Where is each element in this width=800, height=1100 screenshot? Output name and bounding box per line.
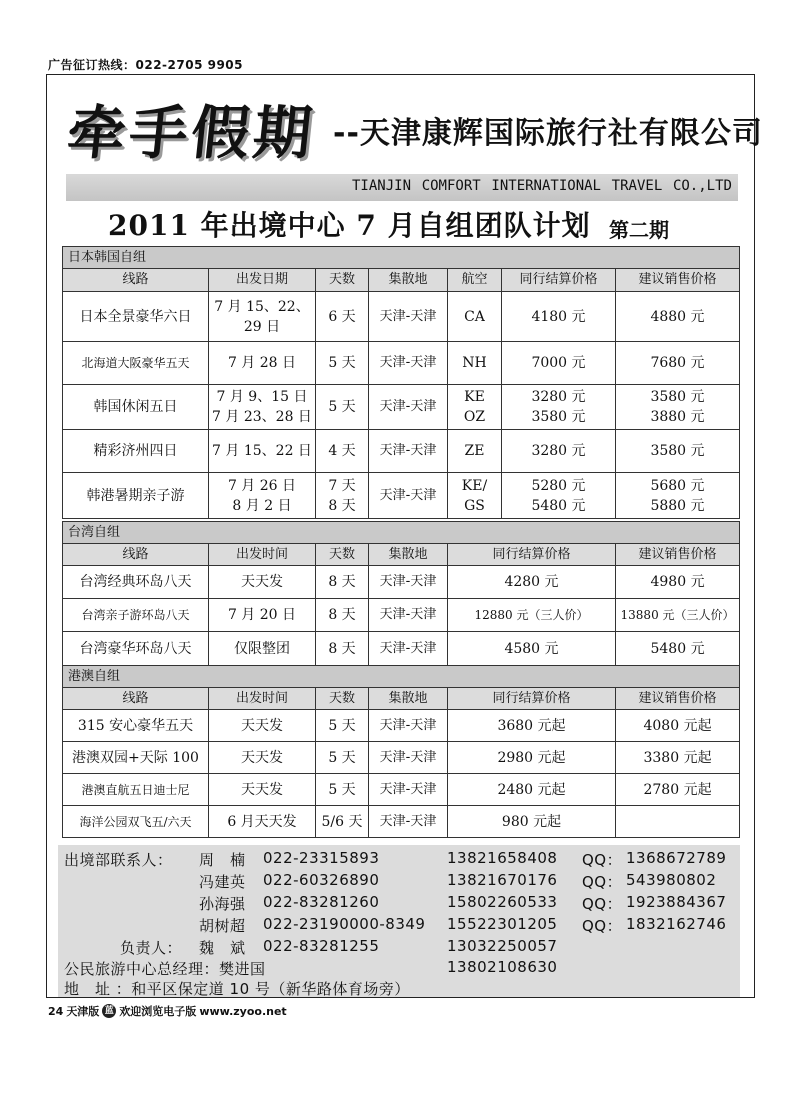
depart-time: 天天发 <box>209 774 316 806</box>
days: 5 天 <box>316 342 369 385</box>
plan-title: 2011 年出境中心 7 月自组团队计划 <box>108 209 591 242</box>
days: 6 天 <box>316 292 369 342</box>
contacts-panel <box>58 845 740 997</box>
lan-logo-icon: 蓝 <box>102 1004 116 1018</box>
manager-mobile: 13032250057 <box>447 937 558 955</box>
contact-phone: 022-23315893 <box>263 849 380 867</box>
address: 地 址 ：和平区保定道 10 号（新华路体育场旁） <box>64 980 410 998</box>
route: 海洋公园双飞五/六天 <box>63 806 209 838</box>
hub: 天津-天津 <box>369 742 448 774</box>
contact-name: 孙海强 <box>199 895 246 913</box>
route: 精彩济州四日 <box>63 430 209 473</box>
depart-time: 天天发 <box>209 742 316 774</box>
depart-time: 天天发 <box>209 566 316 599</box>
hub: 天津-天津 <box>369 292 448 342</box>
footer-text: 欢迎浏览电子版 <box>119 1005 197 1018</box>
table-row <box>63 342 740 385</box>
hk-macau-table <box>62 665 740 838</box>
contact-qq: 1368672789 <box>626 849 727 867</box>
retail-price: 7680 元 <box>616 342 740 385</box>
depart-time: 6 月天天发 <box>209 806 316 838</box>
net-price: 5280 元 5480 元 <box>502 473 616 519</box>
dates: 7 月 15、22 日 <box>209 430 316 473</box>
column-header: 线路 <box>63 544 209 566</box>
contact-mobile: 13821670176 <box>447 871 558 889</box>
hub: 天津-天津 <box>369 710 448 742</box>
column-header: 集散地 <box>369 688 448 710</box>
table-row <box>63 292 740 342</box>
column-header: 建议销售价格 <box>616 544 740 566</box>
contact-name: 冯建英 <box>199 873 246 891</box>
days: 5/6 天 <box>316 806 369 838</box>
contact-qq: 1832162746 <box>626 915 727 933</box>
table-row <box>63 774 740 806</box>
taiwan-table <box>62 521 740 666</box>
days: 4 天 <box>316 430 369 473</box>
retail-price: 4980 元 <box>616 566 740 599</box>
table-row <box>63 742 740 774</box>
column-header: 建议销售价格 <box>616 688 740 710</box>
contact-phone: 022-60326890 <box>263 871 380 889</box>
column-header: 出发时间 <box>209 688 316 710</box>
retail-price: 5680 元 5880 元 <box>616 473 740 519</box>
contact-phone: 022-83281260 <box>263 893 380 911</box>
net-price: 4280 元 <box>448 566 616 599</box>
dates: 7 月 26 日 8 月 2 日 <box>209 473 316 519</box>
retail-price: 13880 元（三人价） <box>616 599 740 632</box>
hub: 天津-天津 <box>369 430 448 473</box>
page-number: 24 <box>48 1004 64 1018</box>
section-title: 港澳自组 <box>63 666 740 688</box>
table-row <box>63 599 740 632</box>
days: 5 天 <box>316 710 369 742</box>
column-header: 天数 <box>316 688 369 710</box>
route: 日本全景豪华六日 <box>63 292 209 342</box>
net-price: 4180 元 <box>502 292 616 342</box>
brand-logo-text: 牵手假期 <box>63 99 320 167</box>
ad-hotline: 广告征订热线：022-2705 9905 <box>48 58 244 72</box>
hub: 天津-天津 <box>369 385 448 430</box>
column-header: 航空 <box>448 269 502 292</box>
airline: ZE <box>448 430 502 473</box>
contact-name: 周 楠 <box>199 851 246 869</box>
retail-price: 3580 元 3880 元 <box>616 385 740 430</box>
days: 8 天 <box>316 632 369 666</box>
edition-label: 天津版 <box>66 1005 100 1018</box>
hub: 天津-天津 <box>369 342 448 385</box>
column-header: 线路 <box>63 688 209 710</box>
contact-name: 胡树超 <box>199 917 246 935</box>
contacts-label: 出境部联系人： <box>64 851 173 869</box>
column-header: 天数 <box>316 544 369 566</box>
column-header: 同行结算价格 <box>502 269 616 292</box>
net-price: 12880 元（三人价） <box>448 599 616 632</box>
net-price: 3280 元 <box>502 430 616 473</box>
qq-label: QQ： <box>582 873 623 891</box>
column-header: 集散地 <box>369 544 448 566</box>
days: 5 天 <box>316 385 369 430</box>
footer-url[interactable]: www.zyoo.net <box>199 1004 287 1018</box>
page-footer <box>48 1003 287 1019</box>
qq-label: QQ： <box>582 851 623 869</box>
route: 台湾豪华环岛八天 <box>63 632 209 666</box>
airline: KE/ GS <box>448 473 502 519</box>
net-price: 3680 元起 <box>448 710 616 742</box>
en-word: CO.,LTD <box>672 178 732 194</box>
table-row <box>63 430 740 473</box>
route: 韩国休闲五日 <box>63 385 209 430</box>
days: 5 天 <box>316 774 369 806</box>
net-price: 3280 元 3580 元 <box>502 385 616 430</box>
column-header: 天数 <box>316 269 369 292</box>
route: 北海道大阪豪华五天 <box>63 342 209 385</box>
column-header: 线路 <box>63 269 209 292</box>
route: 韩港暑期亲子游 <box>63 473 209 519</box>
retail-price: 3580 元 <box>616 430 740 473</box>
section-title: 台湾自组 <box>63 522 740 544</box>
en-word: TRAVEL <box>611 178 663 194</box>
dates: 7 月 15、22、 29 日 <box>209 292 316 342</box>
general-manager: 公民旅游中心总经理：樊进国 <box>64 960 266 978</box>
retail-price: 4080 元起 <box>616 710 740 742</box>
manager-name: 魏 斌 <box>199 939 246 957</box>
en-word: COMFORT <box>421 178 481 194</box>
route: 315 安心豪华五天 <box>63 710 209 742</box>
column-header: 出发日期 <box>209 269 316 292</box>
contact-qq: 1923884367 <box>626 893 727 911</box>
retail-price: 3380 元起 <box>616 742 740 774</box>
retail-price: 2780 元起 <box>616 774 740 806</box>
table-row <box>63 473 740 519</box>
contact-phone: 022-23190000-8349 <box>263 915 426 933</box>
hub: 天津-天津 <box>369 566 448 599</box>
contact-qq: 543980802 <box>626 871 717 889</box>
column-header: 集散地 <box>369 269 448 292</box>
table-row <box>63 632 740 666</box>
retail-price: 5480 元 <box>616 632 740 666</box>
table-row <box>63 806 740 838</box>
days: 8 天 <box>316 566 369 599</box>
column-header: 出发时间 <box>209 544 316 566</box>
route: 台湾亲子游环岛八天 <box>63 599 209 632</box>
dates: 7 月 28 日 <box>209 342 316 385</box>
hub: 天津-天津 <box>369 473 448 519</box>
retail-price <box>616 806 740 838</box>
airline: CA <box>448 292 502 342</box>
contact-mobile: 15522301205 <box>447 915 558 933</box>
days: 8 天 <box>316 599 369 632</box>
manager-phone: 022-83281255 <box>263 937 380 955</box>
contact-mobile: 15802260533 <box>447 893 558 911</box>
route: 台湾经典环岛八天 <box>63 566 209 599</box>
hub: 天津-天津 <box>369 632 448 666</box>
column-header: 同行结算价格 <box>448 688 616 710</box>
column-header: 建议销售价格 <box>616 269 740 292</box>
japan-korea-table <box>62 246 740 519</box>
table-row <box>63 385 740 430</box>
days: 7 天 8 天 <box>316 473 369 519</box>
route: 港澳双园+天际 100 <box>63 742 209 774</box>
hub: 天津-天津 <box>369 774 448 806</box>
qq-label: QQ： <box>582 917 623 935</box>
airline: NH <box>448 342 502 385</box>
dates: 7 月 9、15 日 7 月 23、28 日 <box>209 385 316 430</box>
days: 5 天 <box>316 742 369 774</box>
hub: 天津-天津 <box>369 806 448 838</box>
company-english-name <box>352 178 732 194</box>
net-price: 4580 元 <box>448 632 616 666</box>
table-row <box>63 710 740 742</box>
general-manager-mobile: 13802108630 <box>447 958 558 976</box>
company-name: --天津康辉国际旅行社有限公司 <box>333 116 763 151</box>
qq-label: QQ： <box>582 895 623 913</box>
en-word: TIANJIN <box>352 178 412 194</box>
airline: KE OZ <box>448 385 502 430</box>
table-row <box>63 566 740 599</box>
route: 港澳直航五日迪士尼 <box>63 774 209 806</box>
net-price: 2480 元起 <box>448 774 616 806</box>
issue-number: 第二期 <box>609 218 669 242</box>
hub: 天津-天津 <box>369 599 448 632</box>
depart-time: 7 月 20 日 <box>209 599 316 632</box>
section-title: 日本韩国自组 <box>63 247 740 269</box>
net-price: 980 元起 <box>448 806 616 838</box>
net-price: 2980 元起 <box>448 742 616 774</box>
manager-label: 负责人： <box>120 939 183 957</box>
column-header: 同行结算价格 <box>448 544 616 566</box>
retail-price: 4880 元 <box>616 292 740 342</box>
en-word: INTERNATIONAL <box>491 178 601 194</box>
depart-time: 天天发 <box>209 710 316 742</box>
contact-mobile: 13821658408 <box>447 849 558 867</box>
depart-time: 仅限整团 <box>209 632 316 666</box>
net-price: 7000 元 <box>502 342 616 385</box>
